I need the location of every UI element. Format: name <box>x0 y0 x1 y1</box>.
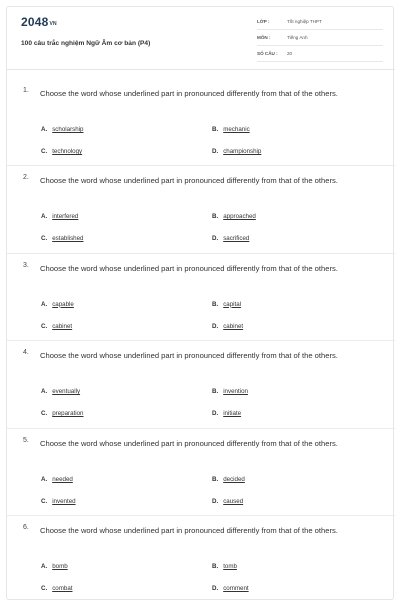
meta-row-count <box>257 49 383 62</box>
option-word: established <box>52 235 84 243</box>
option-letter: B. <box>212 475 219 483</box>
option-letter: D. <box>212 497 219 505</box>
question-number: 5. <box>23 436 29 444</box>
option-d[interactable] <box>212 235 249 242</box>
option-word: mechanic <box>223 126 250 133</box>
option-word: comment <box>223 584 249 592</box>
option-word: needed <box>52 475 73 483</box>
option-b[interactable] <box>212 476 245 483</box>
meta-value-count: 20 <box>287 51 293 56</box>
option-letter: A. <box>41 562 48 570</box>
option-letter: D. <box>212 235 219 243</box>
meta-row-class <box>257 17 383 30</box>
option-b[interactable] <box>212 563 237 570</box>
option-letter: A. <box>41 388 48 396</box>
question-item <box>7 341 395 428</box>
option-word: scholarship <box>52 126 84 133</box>
question-list <box>7 79 395 600</box>
option-word: initiate <box>223 410 242 418</box>
question-item <box>7 516 395 600</box>
question-item <box>7 429 395 516</box>
logo-sub: VN <box>49 21 57 27</box>
option-word: caused <box>223 497 244 505</box>
option-c[interactable] <box>41 323 72 330</box>
option-word: championship <box>223 148 262 155</box>
option-d[interactable] <box>212 498 243 505</box>
option-b[interactable] <box>212 213 256 220</box>
option-word: bomb <box>52 562 68 570</box>
option-word: sacrificed <box>223 235 250 243</box>
worksheet-header <box>7 7 395 69</box>
option-word: tomb <box>223 562 237 570</box>
question-number: 2. <box>23 174 29 182</box>
question-item <box>7 254 395 341</box>
option-c[interactable] <box>41 498 76 505</box>
option-letter: B. <box>212 562 219 570</box>
question-item <box>7 79 395 166</box>
meta-value-subject: Tiếng Anh <box>287 35 308 40</box>
meta-table <box>257 17 383 65</box>
meta-key-count: SỐ CÂU : <box>257 51 278 56</box>
meta-value-class: Tốt nghiệp THPT <box>287 19 322 24</box>
option-word: cabinet <box>223 322 244 330</box>
option-a[interactable] <box>41 126 84 133</box>
option-word: technology <box>52 148 83 155</box>
option-word: capital <box>223 300 242 308</box>
question-text: Choose the word whose underlined part in pronounced differently from that of the others. <box>40 263 338 273</box>
option-letter: B. <box>212 300 219 308</box>
option-a[interactable] <box>41 213 78 220</box>
option-letter: D. <box>212 322 219 330</box>
option-c[interactable] <box>41 410 84 417</box>
option-a[interactable] <box>41 388 80 395</box>
option-a[interactable] <box>41 301 74 308</box>
option-d[interactable] <box>212 148 261 155</box>
option-a[interactable] <box>41 563 68 570</box>
option-b[interactable] <box>212 301 241 308</box>
worksheet <box>6 6 394 600</box>
option-c[interactable] <box>41 585 72 592</box>
option-letter: C. <box>41 235 48 243</box>
option-letter: C. <box>41 410 48 418</box>
meta-key-subject: MÔN : <box>257 35 271 40</box>
option-word: invented <box>52 497 76 505</box>
option-word: eventually <box>52 388 81 396</box>
option-letter: D. <box>212 584 219 592</box>
question-text: Choose the word whose underlined part in pronounced differently from that of the others. <box>40 89 338 98</box>
option-c[interactable] <box>41 235 84 242</box>
option-d[interactable] <box>212 410 241 417</box>
option-letter: B. <box>212 388 219 396</box>
option-word: cabinet <box>52 322 73 330</box>
option-a[interactable] <box>41 476 73 483</box>
option-letter: B. <box>212 213 219 221</box>
option-letter: D. <box>212 410 219 418</box>
option-word: interfered <box>52 213 79 221</box>
option-word: preparation <box>52 410 84 418</box>
meta-key-class: LỚP : <box>257 19 270 24</box>
option-word: approached <box>223 213 256 221</box>
question-number: 6. <box>23 523 29 531</box>
question-text: Choose the word whose underlined part in pronounced differently from that of the others. <box>40 176 338 186</box>
option-letter: A. <box>41 300 48 308</box>
question-number: 3. <box>23 261 29 269</box>
question-text: Choose the word whose underlined part in pronounced differently from that of the others. <box>40 525 338 535</box>
option-b[interactable] <box>212 126 250 133</box>
question-item <box>7 166 395 253</box>
question-text: Choose the word whose underlined part in pronounced differently from that of the others. <box>40 351 338 361</box>
logo-main: 2048 <box>21 15 49 29</box>
option-word: capable <box>52 300 74 308</box>
meta-row-subject <box>257 33 383 46</box>
option-letter: A. <box>41 475 48 483</box>
option-letter: B. <box>212 126 219 133</box>
option-letter: C. <box>41 322 48 330</box>
option-letter: D. <box>212 148 219 155</box>
site-logo[interactable] <box>21 15 57 29</box>
option-letter: C. <box>41 497 48 505</box>
option-word: combat <box>52 584 73 592</box>
question-number: 4. <box>23 349 29 357</box>
option-letter: C. <box>41 584 48 592</box>
question-text: Choose the word whose underlined part in pronounced differently from that of the others. <box>40 438 338 448</box>
option-letter: C. <box>41 148 48 155</box>
option-d[interactable] <box>212 585 249 592</box>
option-d[interactable] <box>212 323 243 330</box>
option-letter: A. <box>41 213 48 221</box>
option-b[interactable] <box>212 388 248 395</box>
option-letter: A. <box>41 126 48 133</box>
option-c[interactable] <box>41 148 82 155</box>
question-number: 1. <box>23 87 29 94</box>
option-word: invention <box>223 388 248 396</box>
worksheet-title: 100 câu trắc nghiệm Ngữ Âm cơ bản (P4) <box>21 40 151 47</box>
header-divider <box>7 69 395 70</box>
option-word: decided <box>223 475 245 483</box>
